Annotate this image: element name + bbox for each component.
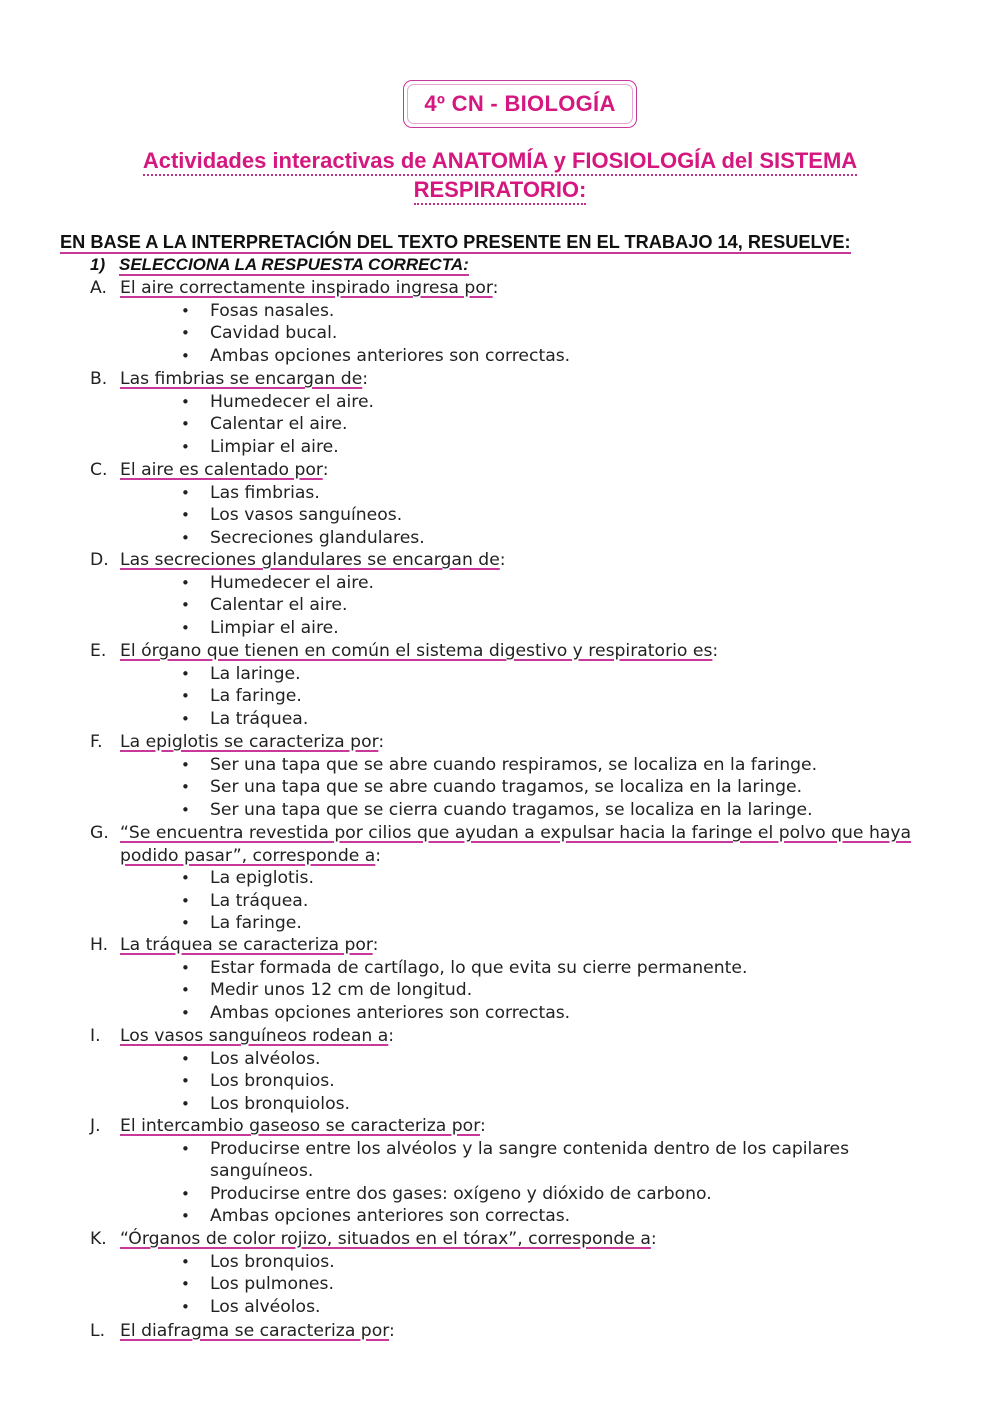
question-a xyxy=(90,277,940,367)
question-stem xyxy=(120,549,940,572)
question-stem-text: El diafragma se caracteriza por xyxy=(120,1321,389,1341)
question-stem xyxy=(120,1115,940,1138)
title-box xyxy=(403,80,637,128)
answer-option-text: Producirse entre los alvéolos y la sangre contenida dentro de los capilares sanguíneos. xyxy=(210,1138,850,1182)
answer-option-text: Ambas opciones anteriores son correctas. xyxy=(210,1002,571,1023)
question-stem-colon: : xyxy=(499,550,506,570)
bullet-icon: • xyxy=(181,324,190,343)
answer-option[interactable] xyxy=(180,1296,940,1319)
bullet-icon: • xyxy=(181,528,190,547)
answer-option-text: Los bronquios. xyxy=(210,1071,335,1092)
answer-option[interactable] xyxy=(180,482,940,505)
bullet-icon: • xyxy=(181,1252,190,1271)
answer-option[interactable] xyxy=(180,957,940,980)
answer-option[interactable] xyxy=(180,345,940,368)
answer-option-text: Fosas nasales. xyxy=(210,300,335,321)
question-k xyxy=(90,1228,940,1318)
question-stem-colon: : xyxy=(389,1321,395,1341)
question-j xyxy=(90,1115,940,1228)
question-letter: E. xyxy=(90,641,107,661)
answer-option-text: Medir unos 12 cm de longitud. xyxy=(210,980,473,1001)
question-letter: C. xyxy=(90,460,108,480)
question-letter: J. xyxy=(90,1116,101,1136)
question-stem xyxy=(120,731,940,754)
answer-option[interactable] xyxy=(180,391,940,414)
answer-option-text: La faringe. xyxy=(210,686,302,707)
answer-option[interactable] xyxy=(180,1273,940,1296)
question-d xyxy=(90,549,940,639)
bullet-icon: • xyxy=(181,981,190,1000)
bullet-icon: • xyxy=(181,869,190,888)
answer-option-text: Los pulmones. xyxy=(210,1274,334,1295)
bullet-icon: • xyxy=(181,506,190,525)
answer-option[interactable] xyxy=(180,594,940,617)
answer-option[interactable] xyxy=(180,1093,940,1116)
question-stem-colon: : xyxy=(492,278,499,298)
question-stem-colon: : xyxy=(712,641,719,661)
bullet-icon: • xyxy=(181,891,190,910)
section-number: 1) xyxy=(90,255,106,274)
bullet-icon: • xyxy=(181,573,190,592)
answer-option-text: Los vasos sanguíneos. xyxy=(210,505,403,526)
bullet-icon: • xyxy=(181,800,190,819)
answer-option-text: Ser una tapa que se abre cuando respiramos, se localiza en la faringe. xyxy=(210,754,818,775)
answer-option-text: La tráquea. xyxy=(210,890,309,911)
answer-option[interactable] xyxy=(180,685,940,708)
bullet-icon: • xyxy=(181,664,190,683)
answer-option[interactable] xyxy=(180,436,940,459)
section-title: SELECCIONA LA RESPUESTA CORRECTA: xyxy=(119,255,469,274)
answer-option-text: Limpiar el aire. xyxy=(210,436,339,457)
question-stem-text: “Órganos de color rojizo, situados en el tórax”, corresponde a xyxy=(120,1229,651,1249)
question-stem-text: El aire correctamente inspirado ingresa por xyxy=(120,278,493,298)
page-title: 4º CN - BIOLOGÍA xyxy=(424,91,616,116)
answer-option-text: Secreciones glandulares. xyxy=(210,527,425,548)
answer-option-text: Ambas opciones anteriores son correctas. xyxy=(210,1206,571,1227)
question-stem-text: Las secreciones glandulares se encargan de xyxy=(120,550,500,570)
answer-option-text: Limpiar el aire. xyxy=(210,617,339,638)
question-stem-text: La epiglotis se caracteriza por xyxy=(120,732,379,752)
bullet-icon: • xyxy=(181,1275,190,1294)
answer-option[interactable] xyxy=(180,1070,940,1093)
bullet-icon: • xyxy=(181,958,190,977)
answer-option[interactable] xyxy=(180,754,940,777)
bullet-icon: • xyxy=(181,596,190,615)
bullet-icon: • xyxy=(181,346,190,365)
bullet-icon: • xyxy=(181,914,190,933)
question-b xyxy=(90,368,940,458)
question-stem xyxy=(120,1025,940,1048)
bullet-icon: • xyxy=(181,1184,190,1203)
answer-option[interactable] xyxy=(180,413,940,436)
question-letter: H. xyxy=(90,935,109,955)
question-stem-text: Las fimbrias se encargan de xyxy=(120,369,363,389)
bullet-icon: • xyxy=(181,618,190,637)
answer-option[interactable] xyxy=(180,776,940,799)
question-stem-colon: : xyxy=(479,1116,486,1136)
question-stem xyxy=(120,368,940,391)
answer-option[interactable] xyxy=(180,1251,940,1274)
answer-option-text: Humedecer el aire. xyxy=(210,572,375,593)
question-stem-text: El intercambio gaseoso se caracteriza por xyxy=(120,1116,480,1136)
bullet-icon: • xyxy=(181,392,190,411)
question-stem xyxy=(120,822,940,867)
answer-option[interactable] xyxy=(180,617,940,640)
bullet-icon: • xyxy=(181,483,190,502)
answer-option-text: Humedecer el aire. xyxy=(210,391,375,412)
answer-option[interactable] xyxy=(180,572,940,595)
answer-option-text: La faringe. xyxy=(210,913,302,934)
bullet-icon: • xyxy=(181,415,190,434)
answer-option[interactable] xyxy=(180,322,940,345)
answer-option[interactable] xyxy=(180,1205,940,1228)
bullet-icon: • xyxy=(181,1207,190,1226)
question-letter: K. xyxy=(90,1229,107,1249)
answer-option-text: Estar formada de cartílago, lo que evita su cierre permanente. xyxy=(210,957,748,978)
answer-option-text: La epiglotis. xyxy=(210,868,314,889)
instruction-text: EN BASE A LA INTERPRETACIÓN DEL TEXTO PRESENTE EN EL TRABAJO 14, RESUELVE: xyxy=(60,232,851,252)
question-letter: B. xyxy=(90,369,108,389)
bullet-icon: • xyxy=(181,437,190,456)
question-letter: A. xyxy=(90,278,107,298)
question-stem-colon: : xyxy=(322,460,329,480)
bullet-icon: • xyxy=(181,301,190,320)
answer-option-text: Ambas opciones anteriores son correctas. xyxy=(210,345,571,366)
bullet-icon: • xyxy=(181,1049,190,1068)
question-stem xyxy=(120,459,940,482)
question-stem-text: La tráquea se caracteriza por xyxy=(120,935,373,955)
answer-option-text: Los bronquios. xyxy=(210,1251,335,1272)
bullet-icon: • xyxy=(181,778,190,797)
question-stem xyxy=(120,640,940,663)
answer-option[interactable] xyxy=(180,912,940,935)
subtitle xyxy=(60,146,940,204)
answer-option[interactable] xyxy=(180,708,940,731)
question-stem-colon: : xyxy=(378,732,385,752)
question-stem-text: El aire es calentado por xyxy=(120,460,323,480)
subtitle-line-2: RESPIRATORIO: xyxy=(414,177,587,205)
answer-option[interactable] xyxy=(180,890,940,913)
bullet-icon: • xyxy=(181,1094,190,1113)
question-e xyxy=(90,640,940,730)
answer-option[interactable] xyxy=(180,1048,940,1071)
question-g xyxy=(90,822,940,935)
answer-option[interactable] xyxy=(180,527,940,550)
bullet-icon: • xyxy=(181,1072,190,1091)
answer-option[interactable] xyxy=(180,663,940,686)
answer-option[interactable] xyxy=(180,300,940,323)
answer-option[interactable] xyxy=(180,799,940,822)
question-c xyxy=(90,459,940,549)
bullet-icon: • xyxy=(181,709,190,728)
bullet-icon: • xyxy=(181,1297,190,1316)
bullet-icon: • xyxy=(181,687,190,706)
bullet-icon: • xyxy=(181,1003,190,1022)
answer-option-text: Las fimbrias. xyxy=(210,482,320,503)
answer-option-text: La laringe. xyxy=(210,663,301,684)
question-stem-text: El órgano que tienen en común el sistema digestivo y respiratorio es xyxy=(120,641,713,661)
answer-option-text: Los bronquiolos. xyxy=(210,1093,351,1114)
question-h xyxy=(90,934,940,1024)
answer-option[interactable] xyxy=(180,1138,940,1183)
question-stem xyxy=(120,1228,940,1251)
question-l xyxy=(90,1320,940,1343)
question-stem xyxy=(120,1320,940,1343)
question-stem-colon: : xyxy=(362,369,369,389)
question-letter: I. xyxy=(90,1026,101,1046)
question-stem-colon: : xyxy=(372,935,379,955)
question-stem-colon: : xyxy=(375,845,382,866)
answer-option[interactable] xyxy=(180,1183,940,1206)
question-f xyxy=(90,731,940,821)
answer-option-text: Ser una tapa que se abre cuando tragamos, se localiza en la laringe. xyxy=(210,777,803,798)
question-stem-colon: : xyxy=(388,1026,395,1046)
instruction xyxy=(60,232,851,253)
section-heading xyxy=(90,255,469,275)
question-stem xyxy=(120,934,940,957)
answer-option[interactable] xyxy=(180,979,940,1002)
answer-option-text: Calentar el aire. xyxy=(210,414,348,435)
answer-option-text: Calentar el aire. xyxy=(210,595,348,616)
answer-option-text: Los alvéolos. xyxy=(210,1048,321,1069)
answer-option-text: Cavidad bucal. xyxy=(210,323,338,344)
question-i xyxy=(90,1025,940,1115)
question-letter: D. xyxy=(90,550,109,570)
answer-option-text: Producirse entre dos gases: oxígeno y dióxido de carbono. xyxy=(210,1183,712,1204)
answer-option-text: Ser una tapa que se cierra cuando tragamos, se localiza en la laringe. xyxy=(210,799,813,820)
question-letter: F. xyxy=(90,732,103,752)
question-letter: G. xyxy=(90,823,109,843)
answer-option[interactable] xyxy=(180,1002,940,1025)
answer-option[interactable] xyxy=(180,867,940,890)
answer-option-text: Los alvéolos. xyxy=(210,1296,321,1317)
answer-option-text: La tráquea. xyxy=(210,708,309,729)
question-stem-text: Los vasos sanguíneos rodean a xyxy=(120,1026,389,1046)
question-stem-colon: : xyxy=(650,1229,657,1249)
bullet-icon: • xyxy=(181,1139,190,1158)
question-letter: L. xyxy=(90,1321,106,1341)
bullet-icon: • xyxy=(181,755,190,774)
question-stem-text: “Se encuentra revestida por cilios que ayudan a expulsar hacia la faringe el polvo que haya podido pasar”, corresponde a xyxy=(120,823,912,866)
question-stem xyxy=(120,277,940,300)
answer-option[interactable] xyxy=(180,504,940,527)
subtitle-line-1: Actividades interactivas de ANATOMÍA y FIOSIOLOGÍA del SISTEMA xyxy=(143,148,857,176)
